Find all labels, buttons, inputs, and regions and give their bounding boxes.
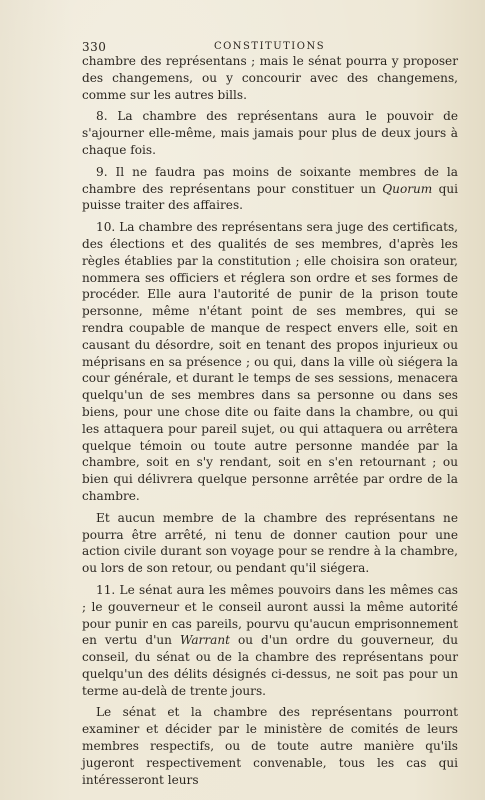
paragraph-continuation: chambre des représentans ; mais le sénat pourra y proposer des changemens, ou y concourir avec des changemens, comme sur les autres bills. [82,54,458,102]
paragraph-member-immunity: Et aucun membre de la chambre des représentans ne pourra être arrêté, ni tenu de donner caution pour une action civile durant son voyage pour se rendre à la chambre, ou lors de son retour, ou pendant qu'il siégera. [82,510,458,576]
italic-term-warrant: Warrant [179,633,230,648]
paragraph-article-9: 9. Il ne faudra pas moins de soixante membres de la chambre des représentans pour constituer un Quorum qui puisse traiter des affaires. [82,164,458,213]
running-title: CONSTITUTIONS [213,41,326,52]
paragraph-committees: Le sénat et la chambre des représentans pourront examiner et décider par le ministère de comités de leurs membres respectifs, ou de toute autre manière qu'ils jugeront respectivement convenable, tous les cas qui intéresseront leurs [82,705,458,787]
paragraph-article-8: 8. La chambre des représentans aura le pouvoir de s'ajourner elle-même, mais jamais pour plus de deux jours à chaque fois. [82,109,458,157]
paragraph-article-10: 10. La chambre des représentans sera juge des certificats, des élections et des qualités de ses membres, d'après les règles établies par la constitution ; elle choisira son orateur, nommera ses officiers et réglera son ordre et ses formes de procéder. Elle aura l'autorité de punir de la prison toute personne, même n'étant point de ses membres, qui se rendra coupable de manque de respect envers elle, soit en causant du désordre, soit en tenant des propos injurieux ou méprisans en sa présence ; ou qui, dans la ville où siégera la cour générale, et durant le temps de ses sessions, menacera quelqu'un de ses membres dans sa personne ou dans ses biens, pour une chose dite ou faite dans la chambre, ou qui les attaquera pour pareil sujet, ou qui attaquera ou arrêtera quelque témoin ou toute autre personne mandée par la chambre, soit en s'y rendant, soit en s'en retournant ; ou bien qui délivrera quelque personne arrêtée par ordre de la chambre. [82,220,458,503]
italic-term-quorum: Quorum [382,181,433,196]
page-number: 330 [82,40,107,54]
page-body [82,53,458,793]
paragraph-article-11: 11. Le sénat aura les mêmes pouvoirs dans les mêmes cas ; le gouverneur et le conseil auront aussi la même autorité pour punir en cas pareils, pourvu qu'aucun emprisonnement en vertu d'un Warrant ou d'un ordre du gouverneur, du conseil, du sénat ou de la chambre des représentans pour quelqu'un des délits désignés ci-dessus, ne soit pas pour un terme au-delà de trente jours. [82,582,459,698]
